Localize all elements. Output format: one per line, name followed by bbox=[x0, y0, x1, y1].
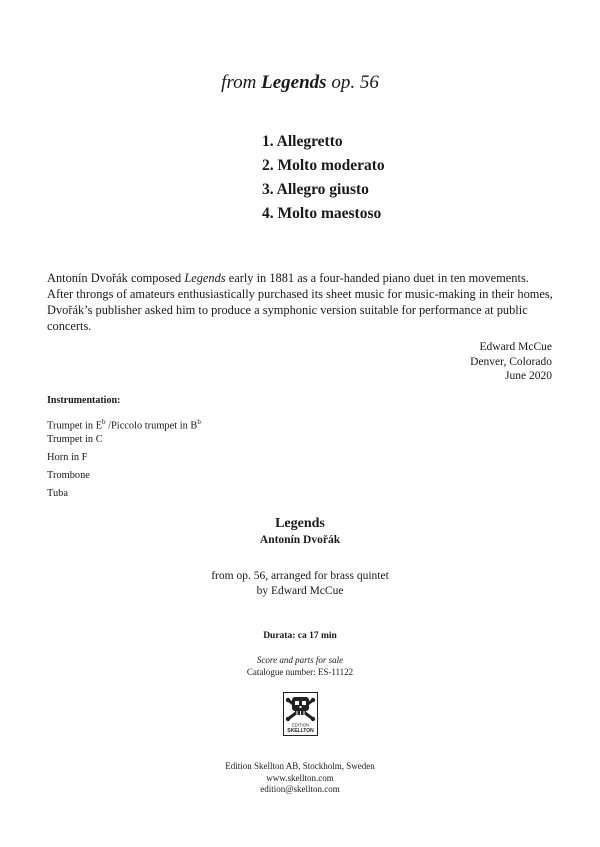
publisher-info bbox=[0, 761, 600, 796]
arrangement-line: from op. 56, arranged for brass quintet bbox=[211, 570, 389, 582]
composer-name: Antonín Dvořák bbox=[259, 534, 341, 546]
instrumentation-heading: Instrumentation: bbox=[47, 395, 121, 406]
instrument-item: Trombone bbox=[47, 470, 90, 481]
instrument-item bbox=[47, 413, 201, 431]
publisher-website[interactable]: www.skellton.com bbox=[266, 772, 334, 783]
publisher-address: Edition Skellton AB, Stockholm, Sweden bbox=[225, 761, 375, 771]
signature bbox=[470, 340, 552, 384]
movement-list bbox=[262, 130, 385, 226]
signature-date: June 2020 bbox=[505, 370, 552, 382]
program-notes bbox=[47, 270, 555, 334]
publisher-email[interactable]: edition@skellton.com bbox=[260, 784, 340, 795]
publisher-logo bbox=[283, 692, 318, 736]
logo-line1: EDITION bbox=[292, 722, 309, 728]
movement-item: 4. Molto maestoso bbox=[262, 205, 382, 222]
notes-work-title: Legends bbox=[184, 271, 226, 285]
header-title bbox=[0, 72, 600, 94]
logo-line2: SKELLTON bbox=[287, 728, 314, 734]
movement-item: 2. Molto moderato bbox=[262, 157, 385, 174]
instrumentation-list bbox=[47, 413, 201, 503]
movement-item: 1. Allegretto bbox=[262, 133, 343, 150]
header-suffix: op. 56 bbox=[331, 72, 379, 93]
instrument-text: Trumpet in E bbox=[47, 420, 103, 432]
instrument-text: /Piccolo trumpet in B bbox=[105, 420, 198, 432]
instrument-item: Horn in F bbox=[47, 452, 88, 463]
signature-place: Denver, Colorado bbox=[470, 355, 552, 368]
flat-sign: b bbox=[197, 418, 201, 426]
sale-note: Score and parts for sale bbox=[256, 655, 344, 665]
movement-item: 3. Allegro giusto bbox=[262, 181, 369, 198]
notes-text-1: Antonín Dvořák composed bbox=[47, 271, 185, 285]
arrangement-info bbox=[0, 569, 600, 598]
catalogue-number: Catalogue number: ES-11122 bbox=[246, 667, 354, 677]
instrument-item: Tuba bbox=[47, 488, 68, 499]
duration: Durata: ca 17 min bbox=[263, 631, 337, 641]
arranger-line: by Edward McCue bbox=[256, 584, 344, 597]
instrument-item: Trumpet in C bbox=[47, 434, 103, 445]
header-work: Legends bbox=[261, 72, 327, 93]
score-title: Legends bbox=[275, 516, 325, 531]
skull-crossbones-icon bbox=[283, 692, 318, 736]
flat-sign: b bbox=[102, 418, 106, 426]
notes-text-2: early in 1881 as a four-handed piano duet in ten movements. After throngs of amateurs enthusiastically purchased its sheet music for music-making in their homes, Dvořák’s publisher asked him to produce a symphonic version suitable for performance at public concerts. bbox=[47, 271, 553, 333]
signature-name: Edward McCue bbox=[479, 341, 552, 353]
header-prefix: from bbox=[221, 72, 257, 93]
